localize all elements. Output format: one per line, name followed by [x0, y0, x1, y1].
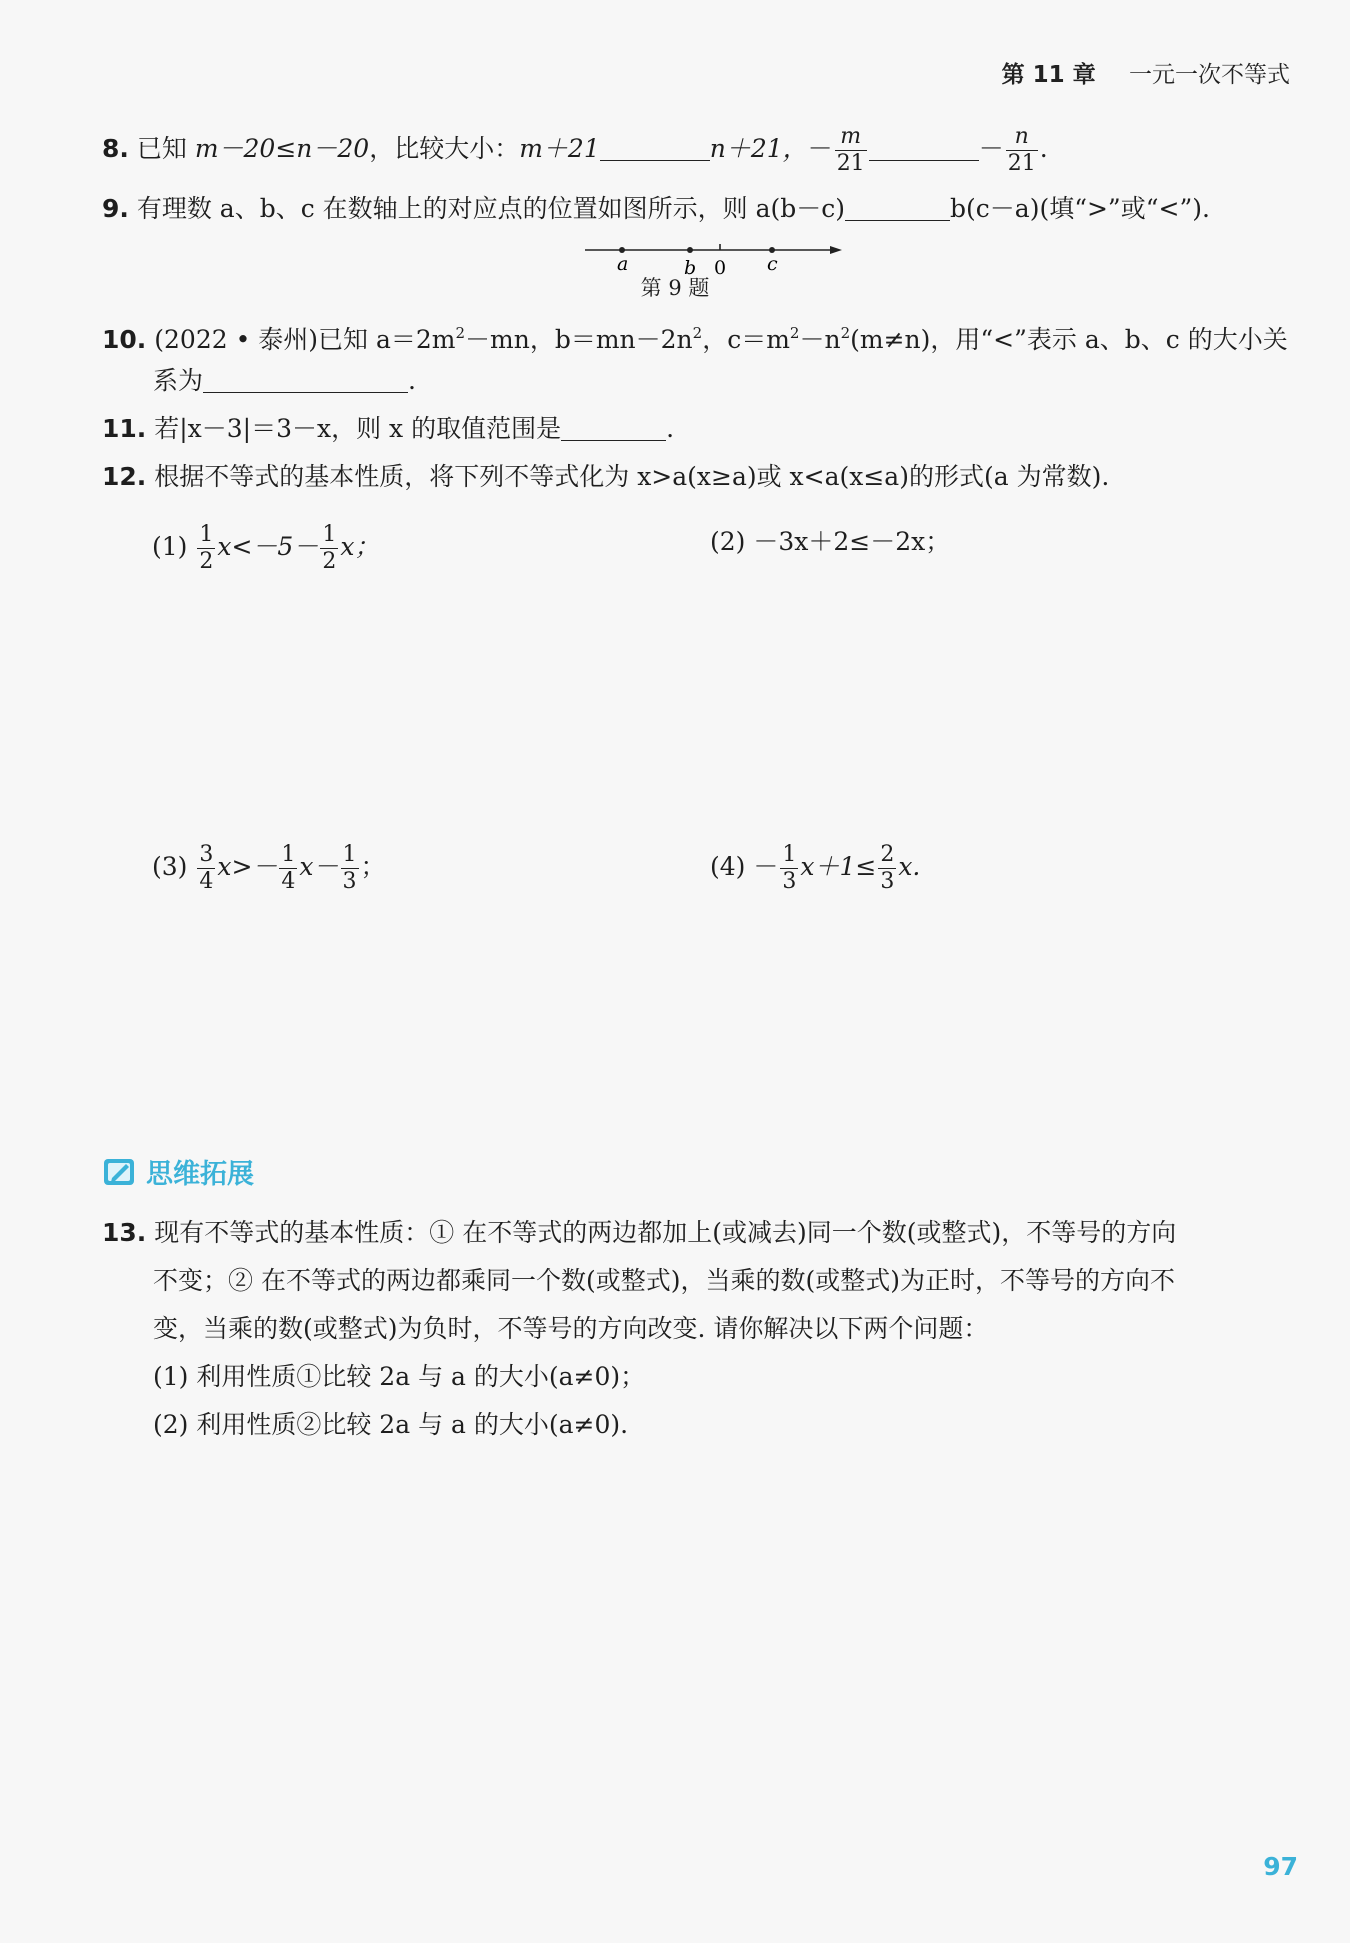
question-10-line-2: [153, 362, 416, 400]
question-8: [102, 124, 1048, 177]
figure-caption: 第 9 题: [640, 276, 710, 300]
sub-label: (3): [152, 852, 188, 881]
answer-blank[interactable]: [845, 194, 950, 221]
chapter-number: 第 11 章: [1001, 62, 1096, 88]
section-title-text: 思维拓展: [146, 1159, 254, 1190]
sub-question-12-3: [152, 842, 386, 895]
label-b: b: [684, 257, 697, 276]
period: .: [408, 366, 416, 395]
question-number: 12.: [102, 462, 147, 491]
expression: x<－5－: [217, 532, 319, 561]
expression: m＋21: [519, 134, 600, 163]
minus-sign: －: [978, 134, 1004, 163]
fraction: $\frac{n}{21}$: [1007, 124, 1036, 176]
number-line-figure: [580, 236, 850, 276]
sub-label: (4) －: [710, 852, 779, 881]
question-text: (m≠n)，用“<”表示 a、b、c 的大小关: [850, 325, 1288, 354]
question-number: 13.: [102, 1218, 147, 1247]
question-text: 若|x－3|＝3－x，则 x 的取值范围是: [154, 414, 562, 443]
superscript: 2: [840, 324, 851, 342]
sub-label: (1): [152, 532, 188, 561]
question-number: 9.: [102, 194, 129, 223]
fraction: $\frac{1}{3}$: [782, 842, 797, 894]
arrow-icon: [830, 246, 842, 254]
superscript: 2: [455, 324, 466, 342]
question-number: 10.: [102, 325, 147, 354]
question-text: －n: [799, 325, 841, 354]
question-text: 已知: [136, 134, 195, 163]
label-0: 0: [714, 257, 727, 276]
label-a: a: [617, 253, 629, 275]
question-12: [102, 458, 1109, 496]
expression: x；: [340, 532, 380, 561]
chapter-title: 一元一次不等式: [1129, 62, 1290, 88]
fraction: $\frac{2}{3}$: [880, 842, 895, 894]
question-text: 系为: [153, 366, 204, 395]
question-13-line-3: 变，当乘的数(或整式)为负时，不等号的方向改变. 请你解决以下两个问题：: [153, 1314, 989, 1343]
expression: x>－: [217, 852, 278, 881]
expression: n＋21，: [709, 134, 808, 163]
question-9: [102, 190, 1210, 228]
expression: x－: [299, 852, 339, 881]
question-13-line-2: 不变；② 在不等式的两边都乘同一个数(或整式)，当乘的数(或整式)为正时，不等号的方向不: [153, 1266, 1175, 1295]
superscript: 2: [789, 324, 800, 342]
sub-question-13-1: (1) 利用性质①比较 2a 与 a 的大小(a≠0)；: [153, 1362, 646, 1391]
page-number: 97: [1263, 1852, 1298, 1881]
question-text: 现有不等式的基本性质：① 在不等式的两边都加上(或减去)同一个数(或整式)，不等号的方向: [154, 1218, 1177, 1247]
question-number: 8.: [102, 134, 129, 163]
answer-blank[interactable]: [600, 134, 710, 161]
question-text: b(c－a)(填“>”或“<”).: [950, 194, 1210, 223]
fraction: $\frac{1}{2}$: [199, 522, 214, 574]
expression: x.: [898, 852, 921, 881]
fraction: $\frac{1}{3}$: [342, 842, 357, 894]
question-text: ，比较大小：: [369, 134, 520, 163]
period: .: [1039, 134, 1048, 163]
section-title: [102, 1152, 254, 1191]
minus-sign: －: [807, 134, 833, 163]
expression: (2) －3x＋2≤－2x；: [710, 527, 951, 556]
fraction: $\frac{m}{21}$: [836, 124, 865, 176]
question-text: (2022 • 泰州)已知 a＝2m: [154, 325, 456, 354]
question-text: 有理数 a、b、c 在数轴上的对应点的位置如图所示，则 a(b－c): [136, 194, 846, 223]
sub-question-12-4: [710, 842, 920, 895]
question-number: 11.: [102, 414, 147, 443]
question-text: ，c＝m: [702, 325, 790, 354]
fraction: $\frac{1}{4}$: [281, 842, 296, 894]
page-header: [1002, 56, 1290, 89]
question-text: 根据不等式的基本性质，将下列不等式化为 x>a(x≥a)或 x<a(x≤a)的形式(a 为常数).: [154, 462, 1110, 491]
fraction: $\frac{3}{4}$: [199, 842, 214, 894]
question-13: [102, 1214, 1176, 1252]
semicolon: ；: [360, 852, 386, 881]
sub-question-12-2: [710, 522, 950, 562]
expression: x＋1≤: [800, 852, 877, 881]
answer-blank[interactable]: [869, 134, 979, 161]
answer-blank[interactable]: [203, 366, 408, 393]
question-11: [102, 410, 674, 448]
superscript: 2: [692, 324, 703, 342]
given-inequality: m－20≤n－20: [194, 134, 370, 163]
pencil-note-icon: [102, 1156, 138, 1188]
question-text: －mn，b＝mn－2n: [465, 325, 693, 354]
fraction: $\frac{1}{2}$: [322, 522, 337, 574]
label-c: c: [767, 253, 778, 275]
sub-question-12-1: [152, 522, 379, 575]
sub-question-13-2: (2) 利用性质②比较 2a 与 a 的大小(a≠0).: [153, 1410, 629, 1439]
answer-blank[interactable]: [561, 414, 666, 441]
question-10: [102, 314, 1288, 359]
period: .: [666, 414, 675, 443]
point-b: [687, 247, 693, 253]
